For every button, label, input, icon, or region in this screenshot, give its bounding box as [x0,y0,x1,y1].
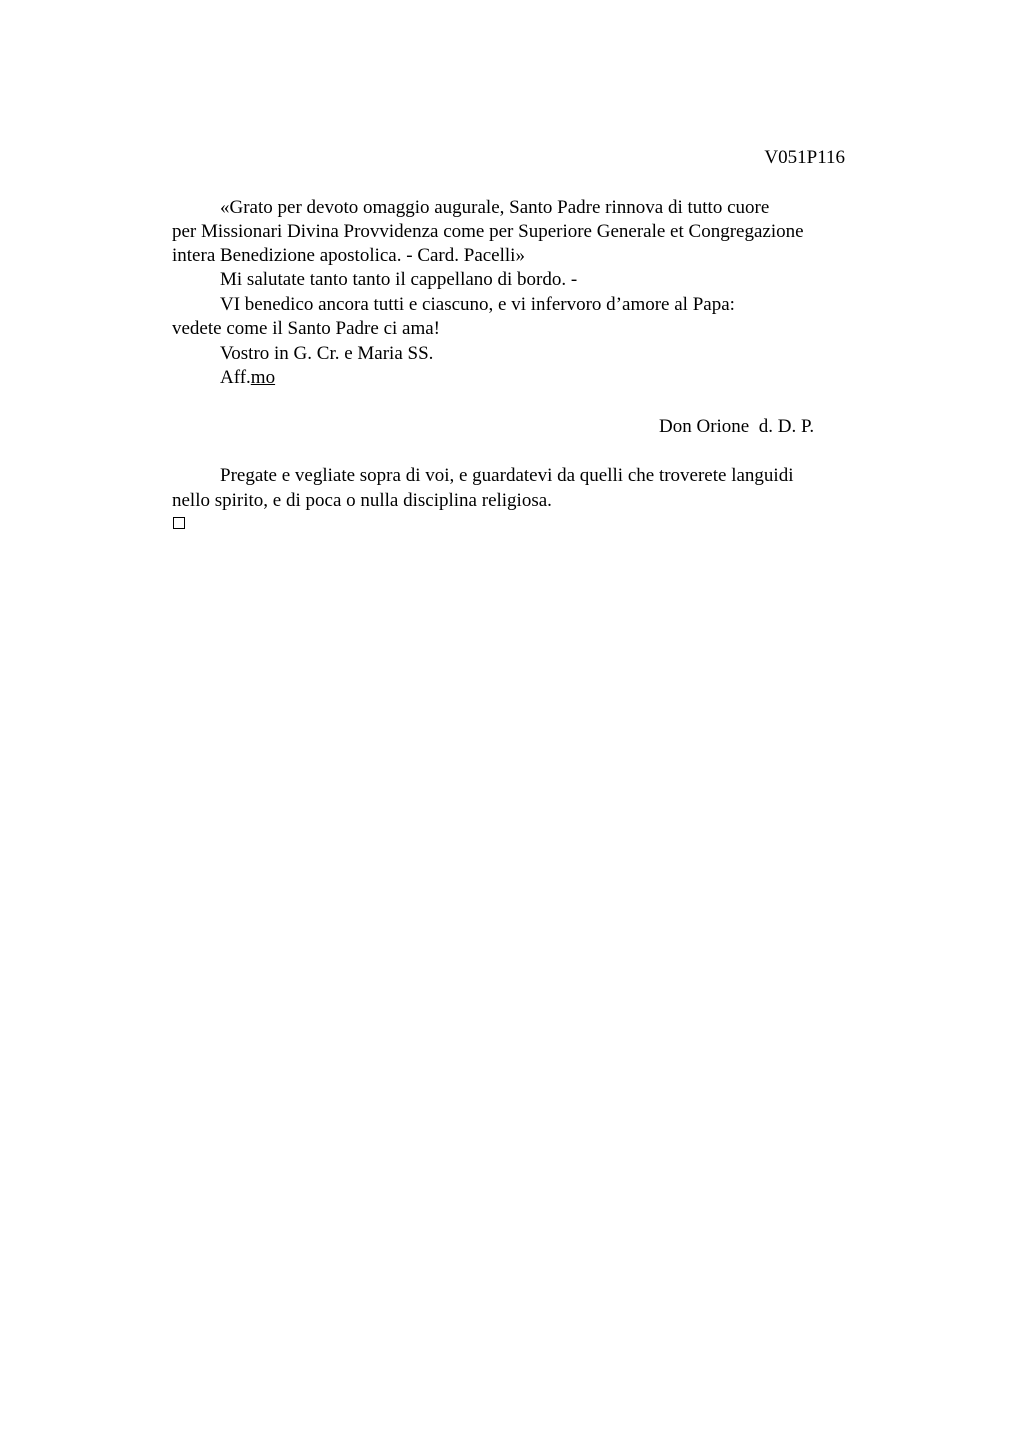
body-line-4: Mi salutate tanto tanto il cappellano di bordo. - [220,269,578,290]
body-line-7: Vostro in G. Cr. e Maria SS. [220,343,434,364]
closing-suffix: mo [250,367,276,388]
closing-line [220,366,275,390]
postscript-line-1: Pregate e vegliate sopra di voi, e guardatevi da quelli che troverete languidi [220,465,794,486]
page-reference: V051P116 [764,147,845,168]
closing-prefix: Aff. [220,367,251,388]
body-line-2: per Missionari Divina Provvidenza come per Superiore Generale et Congregazione [172,221,804,242]
body-line-3: intera Benedizione apostolica. - Card. Pacelli» [172,245,525,266]
postscript-line-2: nello spirito, e di poca o nulla disciplina religiosa. [172,490,552,511]
body-line-6: vedete come il Santo Padre ci ama! [172,318,441,339]
empty-box-icon [173,517,185,529]
body-line-1: «Grato per devoto omaggio augurale, Santo Padre rinnova di tutto cuore [220,197,770,218]
body-line-5: VI benedico ancora tutti e ciascuno, e vi infervoro d’amore al Papa: [220,294,735,315]
signature: Don Orione d. D. P. [659,416,815,437]
